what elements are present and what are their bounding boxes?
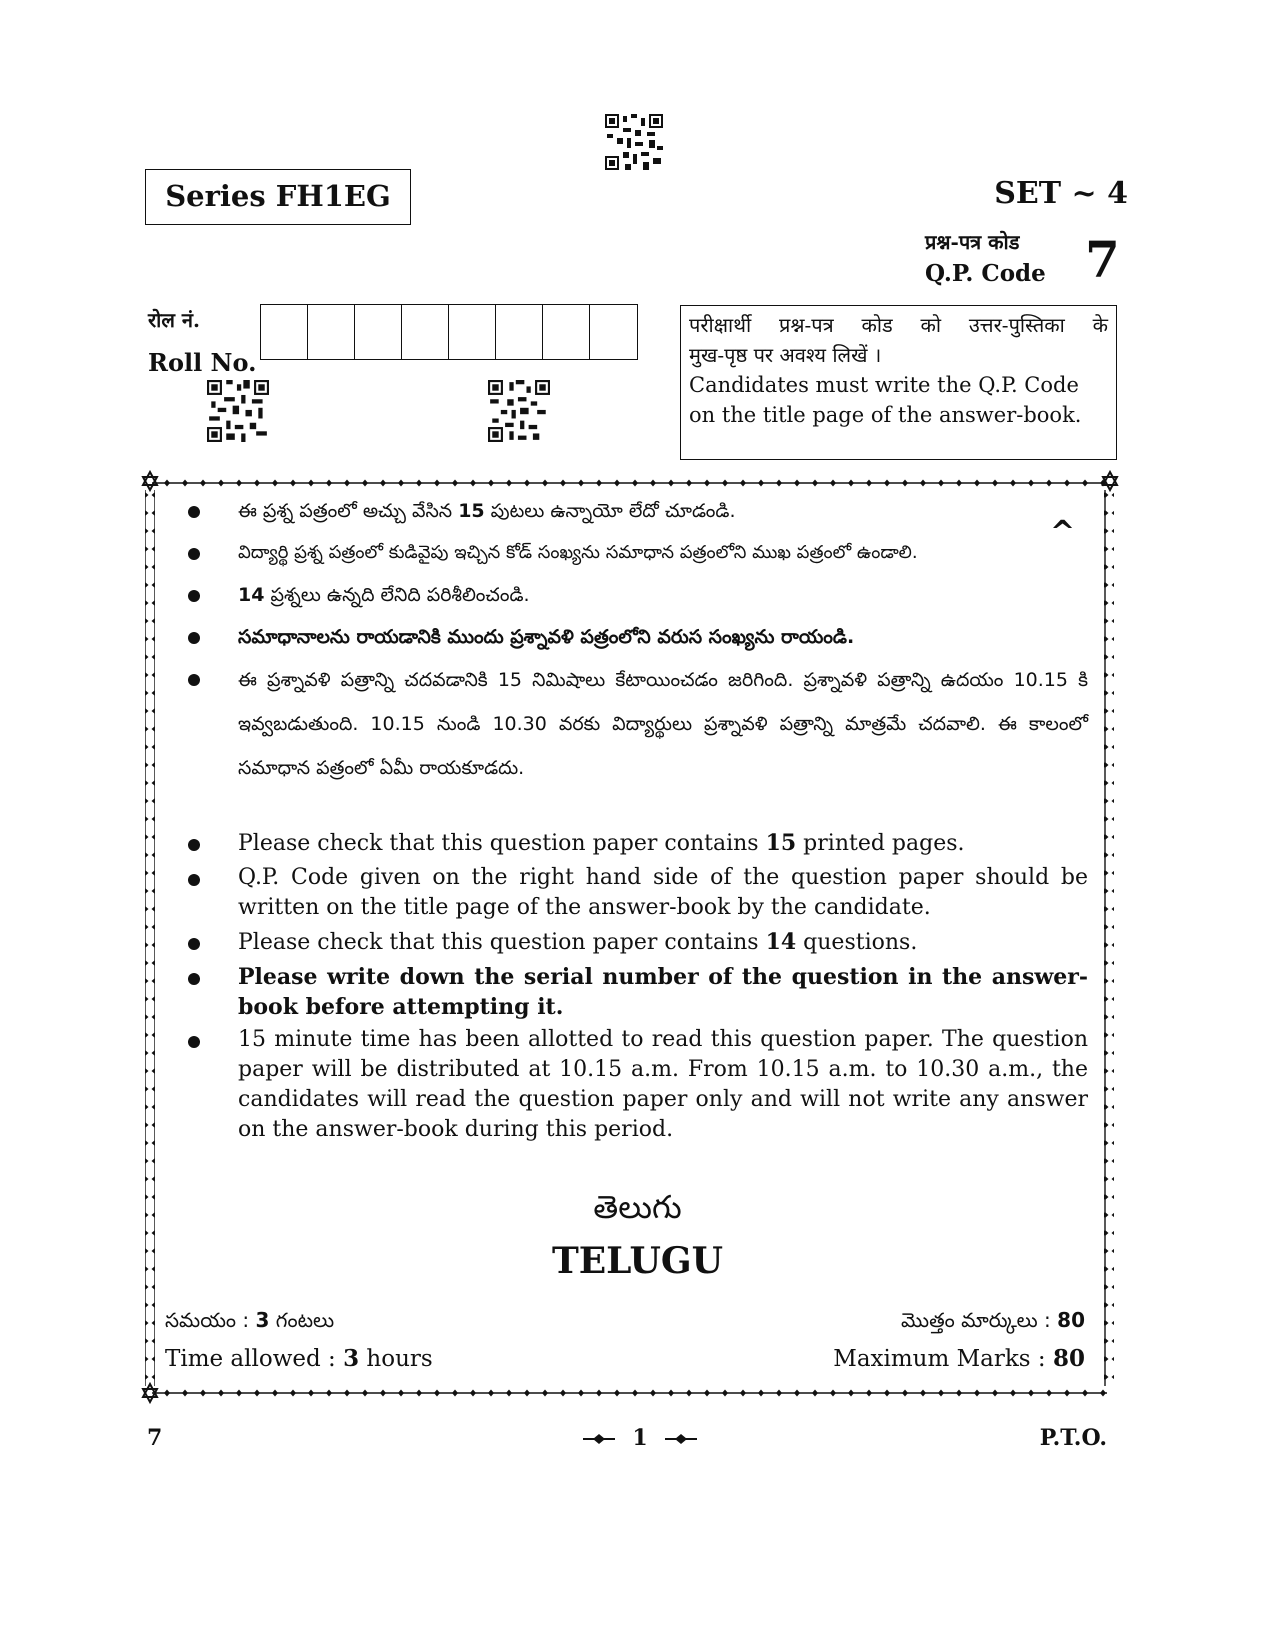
instruction-text: ఈ ప్రశ్నావళి పత్రాన్ని చదవడానికి 15 నిమిషాలు కేటాయించడం జరిగింది. ప్రశ్నావళి పత్రాన్ని ఉదయం 10.15 కి ఇవ్వబడుతుంది. 10.15 నుండి 10.30 వరకు విద్యార్థులు ప్రశ్నావళి పత్రాన్ని మాత్రమే చదవాలి. ఈ కాలంలో సమాధాన పత్రంలో ఏమీ రాయకూడదు. [238, 669, 1088, 779]
subject-title-telugu: తెలుగు [593, 1188, 682, 1226]
instruction-text: questions. [796, 930, 918, 955]
bullet-icon [188, 506, 200, 518]
time-value: 3 [343, 1345, 360, 1372]
time-unit: hours [359, 1346, 433, 1372]
marks-label: మొత్తం మార్కులు : [901, 1308, 1058, 1332]
bullet-icon [188, 632, 200, 644]
qr-code-top [605, 114, 663, 170]
bullet-icon [188, 674, 200, 686]
pto-label: P.T.O. [1039, 1425, 1107, 1451]
qp-code-value: 7 [1085, 230, 1120, 289]
max-marks [833, 1345, 1085, 1372]
instruction-number: 15 [765, 830, 797, 856]
qr-code-left [207, 380, 269, 442]
instruction-text: సమాధానాలను రాయడానికి ముందు ప్రశ్నావళి పత్రంలోని వరుస సంఖ్యను రాయండి. [238, 626, 855, 648]
qp-code-label-hindi: प्रश्न-पत्र कोड [925, 230, 1020, 254]
bullet-icon [188, 839, 200, 851]
notice-english-line-1: Candidates must write the Q.P. Code [689, 373, 1079, 397]
marks-value: 80 [1057, 1308, 1085, 1332]
series-box: Series FH1EG [145, 169, 411, 225]
max-marks-telugu [901, 1308, 1085, 1337]
ornament-right-icon [665, 1433, 697, 1445]
bullet-icon [188, 590, 200, 602]
page-number [560, 1425, 720, 1451]
roll-number-boxes[interactable] [260, 304, 638, 360]
bullet-icon [188, 938, 200, 950]
instruction-text: printed pages. [796, 831, 965, 856]
roll-digit-box[interactable] [402, 305, 449, 359]
instruction-text: 15 minute time has been allotted to read this question paper. The question paper will be distributed at 10.15 a.m. From 10.15 a.m. to 10.30 a.m., the candidates will read the question paper only and will not write any answer on the answer-book during this period. [238, 1027, 1088, 1142]
instruction-text: పుటలు ఉన్నాయో లేదో చూడండి. [484, 500, 736, 522]
caret-mark: ^ [1050, 515, 1076, 550]
set-number: SET ~ 4 [994, 176, 1128, 211]
time-unit: గంటలు [269, 1308, 335, 1332]
instruction-text: Q.P. Code given on the right hand side of the question paper should be written on the title page of the answer-book by the candidate. [238, 865, 1088, 920]
time-label: సమయం : [165, 1308, 256, 1332]
roll-digit-box[interactable] [496, 305, 543, 359]
time-label: Time allowed : [165, 1346, 344, 1372]
instruction-number: 14 [238, 584, 265, 606]
roll-digit-box[interactable] [590, 305, 637, 359]
instruction-number: 14 [765, 929, 797, 955]
time-value: 3 [255, 1308, 270, 1332]
bullet-icon [188, 973, 200, 985]
marks-label: Maximum Marks : [833, 1346, 1053, 1372]
roll-label: Roll No. [148, 348, 257, 377]
instruction-text: ప్రశ్నలు ఉన్నది లేనిది పరిశీలించండి. [264, 584, 530, 606]
notice-hindi-line-2: मुख-पृष्ठ पर अवश्य लिखें । [689, 343, 882, 367]
qp-code-label: Q.P. Code [925, 260, 1046, 287]
roll-digit-box[interactable] [449, 305, 496, 359]
notice-english-line-2: on the title page of the answer-book. [689, 403, 1082, 427]
instruction-text: Please write down the serial number of the question in the answer-book before attempting it. [238, 964, 1088, 1020]
subject-title: TELUGU [551, 1240, 724, 1282]
marks-value: 80 [1052, 1345, 1085, 1372]
roll-digit-box[interactable] [355, 305, 402, 359]
roll-digit-box[interactable] [261, 305, 308, 359]
qr-code-middle [488, 380, 550, 442]
instruction-number: 15 [458, 500, 485, 522]
bullet-icon [188, 548, 200, 560]
instruction-text: Please check that this question paper contains [238, 831, 766, 856]
bullet-icon [188, 1036, 200, 1048]
roll-digit-box[interactable] [308, 305, 355, 359]
qp-code-notice-box [680, 305, 1117, 460]
roll-digit-box[interactable] [543, 305, 590, 359]
instruction-text: విద్యార్థి ప్రశ్న పత్రంలో కుడివైపు ఇచ్చిన కోడ్ సంఖ్యను సమాధాన పత్రంలోని ముఖ పత్రంలో ఉండాలి. [238, 542, 918, 563]
time-allowed-telugu [165, 1308, 334, 1337]
footer-code: 7 [147, 1425, 163, 1451]
time-allowed [165, 1345, 433, 1372]
roll-label-hindi: रोल नं. [148, 308, 200, 332]
instruction-text: Please check that this question paper contains [238, 930, 766, 955]
notice-hindi-line-1: परीक्षार्थी प्रश्न-पत्र कोड को उत्तर-पुस्तिका के [689, 313, 1108, 337]
page-number-value: 1 [632, 1425, 648, 1451]
bullet-icon [188, 874, 200, 886]
ornament-left-icon [583, 1433, 615, 1445]
instruction-text: ఈ ప్రశ్న పత్రంలో అచ్చు వేసిన [238, 500, 459, 522]
